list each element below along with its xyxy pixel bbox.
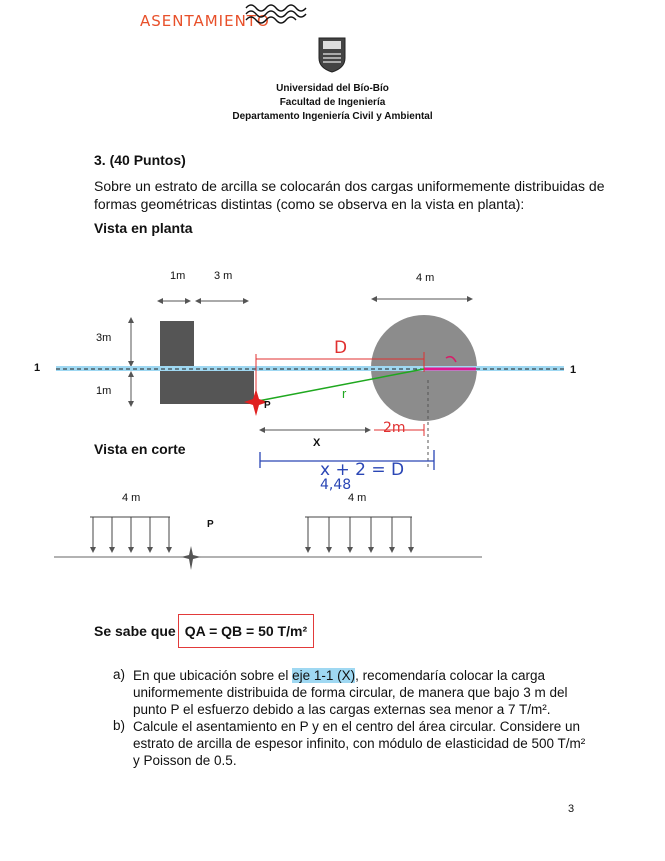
- known-values: [94, 614, 314, 648]
- handwritten-title: ASENTAMIENTO: [140, 12, 270, 30]
- item-b-line-2: estrato de arcilla de espesor infinito, con módulo de elasticidad de 500 T/m²: [133, 736, 586, 751]
- section-view-heading: Vista en corte: [94, 441, 186, 457]
- item-a-line-3: punto P el esfuerzo debido a las cargas externas sea menor a 7 T/m².: [133, 702, 551, 717]
- item-a-highlight: eje 1-1 (X): [292, 668, 356, 683]
- known-prefix: Se sabe que: [94, 623, 176, 639]
- l-shaped-load: [160, 321, 254, 404]
- section-point-p-label: P: [207, 519, 214, 530]
- section-dim-right: 4 m: [348, 492, 367, 504]
- hand-label-d: D: [334, 338, 348, 358]
- item-a-letter: a): [113, 667, 126, 682]
- department-name: Departamento Ingeniería Civil y Ambiental: [232, 111, 433, 122]
- plan-view-heading: Vista en planta: [94, 220, 193, 236]
- dim-3m-top: 3 m: [214, 270, 233, 282]
- question-number: 3. (40 Puntos): [94, 152, 186, 168]
- hand-label-r: r: [342, 386, 347, 401]
- hand-equation: x + 2 = D: [320, 460, 405, 480]
- university-name: Universidad del Bío-Bío: [276, 83, 389, 94]
- intro-line-2: formas geométricas distintas (como se observa en la vista en planta):: [94, 196, 525, 212]
- faculty-name: Facultad de Ingeniería: [279, 97, 386, 108]
- known-boxed-equation: QA = QB = 50 T/m²: [178, 614, 314, 648]
- point-p-label: P: [264, 400, 271, 411]
- item-a-line-1: [133, 667, 575, 684]
- item-b-letter: b): [113, 718, 126, 733]
- item-b-line-3: y Poisson de 0.5.: [133, 753, 237, 768]
- hand-label-2m: 2m: [383, 420, 406, 436]
- dim-3m-left: 3m: [96, 332, 112, 344]
- axis-label-right: 1: [570, 364, 577, 376]
- intro-line-1: Sobre un estrato de arcilla se colocarán dos cargas uniformemente distribuidas de: [94, 178, 605, 194]
- page-number: 3: [568, 803, 575, 815]
- item-a-line-2: uniformemente distribuida de forma circular, de manera que bajo 3 m del: [133, 685, 568, 700]
- dim-1m-top: 1m: [170, 270, 186, 282]
- hand-value: 4,48: [320, 477, 352, 493]
- item-a-text-after: , recomendaría colocar la carga: [355, 668, 545, 683]
- section-point-p-marker: [181, 546, 201, 570]
- dim-1m-left: 1m: [96, 385, 112, 397]
- item-a-text: En que ubicación sobre el: [133, 668, 293, 683]
- label-x: X: [313, 437, 321, 449]
- section-dim-left: 4 m: [122, 492, 141, 504]
- axis-label-left: 1: [34, 362, 41, 374]
- dim-4m-top: 4 m: [416, 272, 435, 284]
- item-b-line-1: Calcule el asentamiento en P y en el centro del área circular. Considere un: [133, 719, 581, 734]
